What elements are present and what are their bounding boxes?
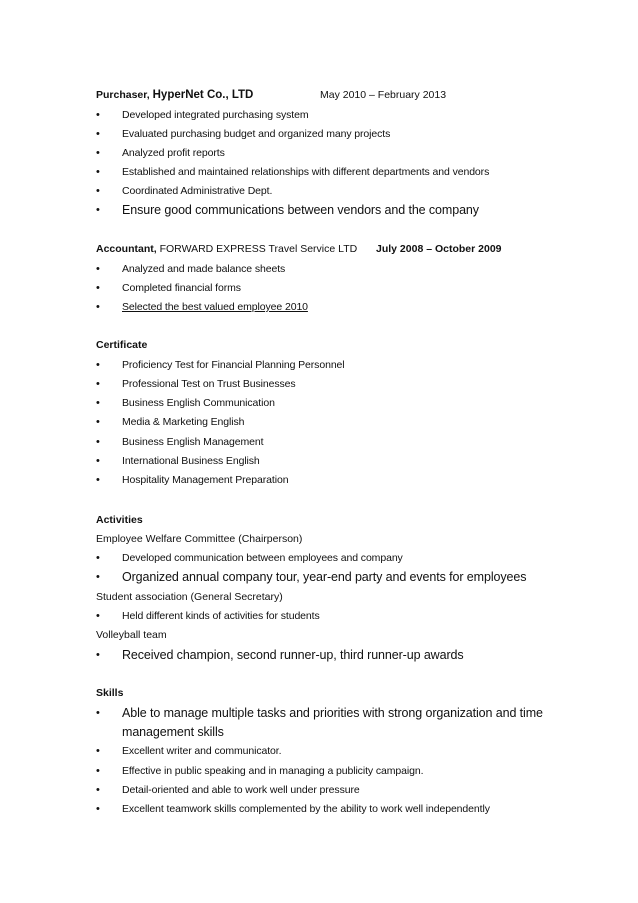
bullet-icon: • — [96, 552, 100, 564]
skill-item: Able to manage multiple tasks and priorities with strong organization and time — [122, 706, 543, 720]
skills-heading: Skills — [96, 687, 124, 699]
bullet-icon: • — [96, 765, 100, 777]
job2-title: Accountant, — [96, 243, 157, 255]
activity-group: Employee Welfare Committee (Chairperson) — [96, 533, 303, 545]
bullet-icon: • — [96, 571, 100, 583]
bullet-icon: • — [96, 282, 100, 294]
skill-item: Detail-oriented and able to work well under pressure — [122, 784, 360, 796]
job2-company: FORWARD EXPRESS Travel Service LTD — [159, 243, 358, 255]
job2-header — [96, 242, 357, 256]
certificate-item: Media & Marketing English — [122, 416, 245, 428]
bullet-icon: • — [96, 128, 100, 140]
job1-dates: May 2010 – February 2013 — [320, 89, 447, 101]
bullet-icon: • — [96, 378, 100, 390]
job1-bullet-1: Developed integrated purchasing system — [122, 109, 309, 121]
activity-item: Received champion, second runner-up, third runner-up awards — [122, 648, 464, 662]
job1-bullet-2: Evaluated purchasing budget and organized many projects — [122, 128, 391, 140]
certificate-item: Business English Management — [122, 436, 264, 448]
bullet-icon: • — [96, 359, 100, 371]
bullet-icon: • — [96, 397, 100, 409]
bullet-icon: • — [96, 474, 100, 486]
job1-title: Purchaser, — [96, 89, 150, 101]
bullet-icon: • — [96, 610, 100, 622]
activities-heading: Activities — [96, 514, 143, 526]
job1-bullet-6: Ensure good communications between vendors and the company — [122, 203, 479, 217]
activity-group: Student association (General Secretary) — [96, 591, 283, 603]
job1-bullet-5: Coordinated Administrative Dept. — [122, 185, 273, 197]
skill-item: Excellent writer and communicator. — [122, 745, 282, 757]
bullet-icon: • — [96, 649, 100, 661]
activity-item: Organized annual company tour, year-end party and events for employees — [122, 570, 527, 584]
bullet-icon: • — [96, 745, 100, 757]
job1-bullet-3: Analyzed profit reports — [122, 147, 225, 159]
activity-group: Volleyball team — [96, 629, 167, 641]
certificate-item: Professional Test on Trust Businesses — [122, 378, 296, 390]
bullet-icon: • — [96, 416, 100, 428]
activity-item: Developed communication between employees and company — [122, 552, 403, 564]
bullet-icon: • — [96, 784, 100, 796]
activity-item: Held different kinds of activities for students — [122, 610, 320, 622]
certificate-item: Hospitality Management Preparation — [122, 474, 289, 486]
bullet-icon: • — [96, 109, 100, 121]
job2-bullet-2: Completed financial forms — [122, 282, 241, 294]
certificate-item: Business English Communication — [122, 397, 275, 409]
bullet-icon: • — [96, 301, 100, 313]
job1-bullet-4: Established and maintained relationships with different departments and vendors — [122, 166, 490, 178]
job2-bullet-1: Analyzed and made balance sheets — [122, 263, 286, 275]
job2-bullet-3: Selected the best valued employee 2010 — [122, 301, 308, 313]
job1-header — [96, 88, 253, 102]
bullet-icon: • — [96, 185, 100, 197]
job2-dates: July 2008 – October 2009 — [376, 243, 502, 255]
bullet-icon: • — [96, 166, 100, 178]
bullet-icon: • — [96, 263, 100, 275]
job1-company: HyperNet Co., LTD — [152, 89, 254, 101]
bullet-icon: • — [96, 436, 100, 448]
certificate-item: International Business English — [122, 455, 260, 467]
skill-item: Excellent teamwork skills complemented by the ability to work well independently — [122, 803, 490, 815]
bullet-icon: • — [96, 204, 100, 216]
skill-item-continued: management skills — [122, 725, 224, 739]
certificate-item: Proficiency Test for Financial Planning Personnel — [122, 359, 345, 371]
bullet-icon: • — [96, 707, 100, 719]
skill-item: Effective in public speaking and in managing a publicity campaign. — [122, 765, 424, 777]
certificate-heading: Certificate — [96, 339, 148, 351]
bullet-icon: • — [96, 147, 100, 159]
bullet-icon: • — [96, 803, 100, 815]
bullet-icon: • — [96, 455, 100, 467]
